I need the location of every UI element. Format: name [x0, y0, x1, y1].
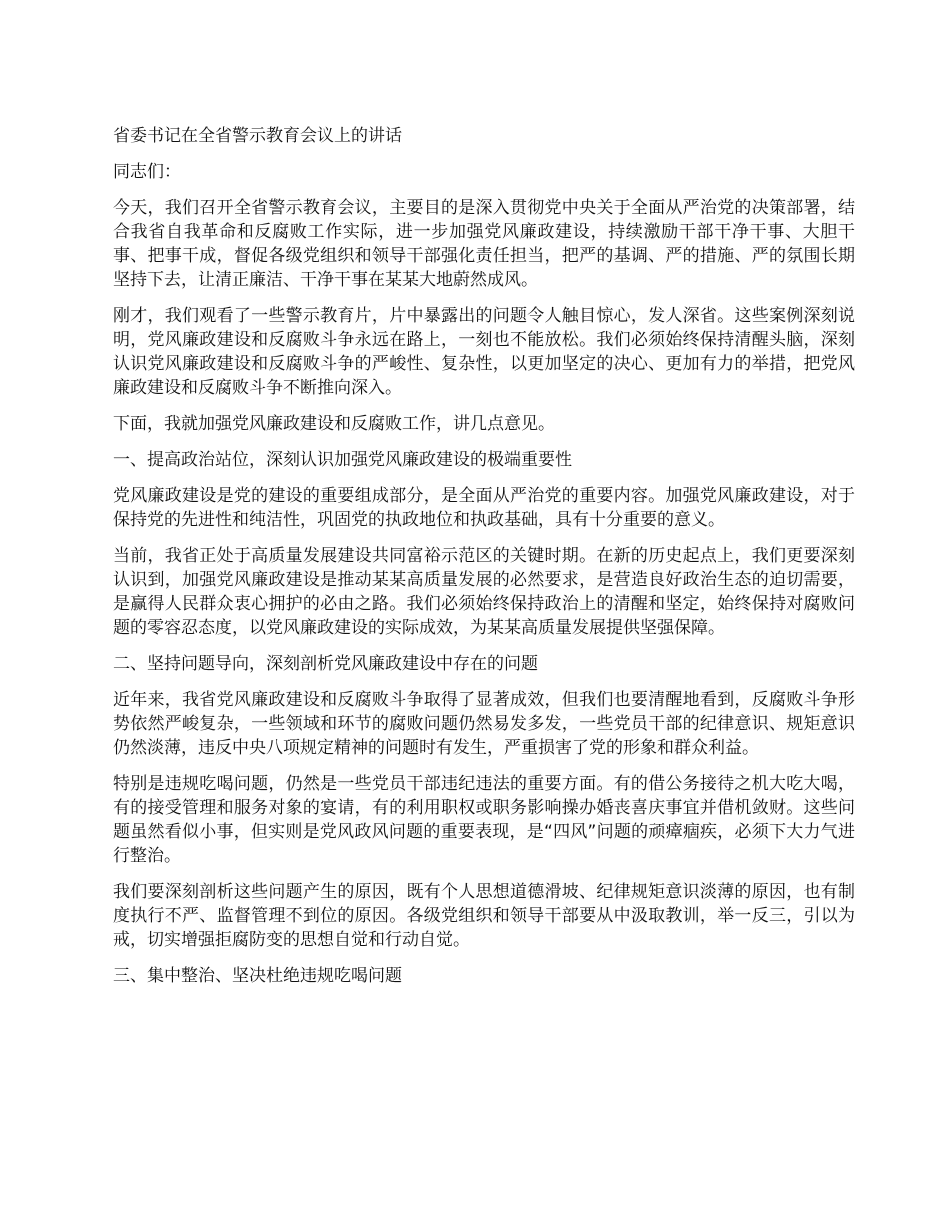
- section-heading: 二、坚持问题导向，深刻剖析党风廉政建设中存在的问题: [113, 654, 538, 674]
- salutation: 同志们：: [113, 162, 181, 182]
- document-title: 省委书记在全省警示教育会议上的讲话: [113, 126, 402, 146]
- paragraph: 我们要深刻剖析这些问题产生的原因，既有个人思想道德滑坡、纪律规矩意识淡薄的原因，也有制度执行不严、监督管理不到位的原因。各级党组织和领导干部要从中汲取教训，举一反三，引以为戒，切实增强拒腐防变的思想自觉和行动自觉。: [113, 882, 855, 950]
- section-heading: 一、提高政治站位，深刻认识加强党风廉政建设的极端重要性: [113, 450, 572, 470]
- paragraph: 下面，我就加强党风廉政建设和反腐败工作，讲几点意见。: [113, 414, 555, 434]
- paragraph: 当前，我省正处于高质量发展建设共同富裕示范区的关键时期。在新的历史起点上，我们更要深刻认识到，加强党风廉政建设是推动某某高质量发展的必然要求，是营造良好政治生态的迫切需要，是赢得人民群众衷心拥护的必由之路。我们必须始终保持政治上的清醒和坚定，始终保持对腐败问题的零容忍态度，以党风廉政建设的实际成效，为某某高质量发展提供坚强保障。: [113, 546, 855, 638]
- paragraph: 党风廉政建设是党的建设的重要组成部分，是全面从严治党的重要内容。加强党风廉政建设，对于保持党的先进性和纯洁性，巩固党的执政地位和执政基础，具有十分重要的意义。: [113, 486, 855, 530]
- paragraph: 近年来，我省党风廉政建设和反腐败斗争取得了显著成效，但我们也要清醒地看到，反腐败斗争形势依然严峻复杂，一些领域和环节的腐败问题仍然易发多发，一些党员干部的纪律意识、规矩意识仍然淡薄，违反中央八项规定精神的问题时有发生，严重损害了党的形象和群众利益。: [113, 690, 855, 758]
- section-heading: 三、集中整治、坚决杜绝违规吃喝问题: [113, 966, 402, 986]
- paragraph: 刚才，我们观看了一些警示教育片，片中暴露出的问题令人触目惊心，发人深省。这些案例深刻说明，党风廉政建设和反腐败斗争永远在路上，一刻也不能放松。我们必须始终保持清醒头脑，深刻认识党风廉政建设和反腐败斗争的严峻性、复杂性，以更加坚定的决心、更加有力的举措，把党风廉政建设和反腐败斗争不断推向深入。: [113, 306, 855, 398]
- paragraph: 特别是违规吃喝问题，仍然是一些党员干部违纪违法的重要方面。有的借公务接待之机大吃大喝，有的接受管理和服务对象的宴请，有的利用职权或职务影响操办婚丧喜庆事宜并借机敛财。这些问题虽然看似小事，但实则是党风政风问题的重要表现，是“四风”问题的顽瘴痼疾，必须下大力气进行整治。: [113, 774, 855, 866]
- paragraph: 今天，我们召开全省警示教育会议，主要目的是深入贯彻党中央关于全面从严治党的决策部署，结合我省自我革命和反腐败工作实际，进一步加强党风廉政建设，持续激励干部干净干事、大胆干事、把事干成，督促各级党组织和领导干部强化责任担当，把严的基调、严的措施、严的氛围长期坚持下去，让清正廉洁、干净干事在某某大地蔚然成风。: [113, 198, 855, 290]
- document-page: [113, 124, 855, 1000]
